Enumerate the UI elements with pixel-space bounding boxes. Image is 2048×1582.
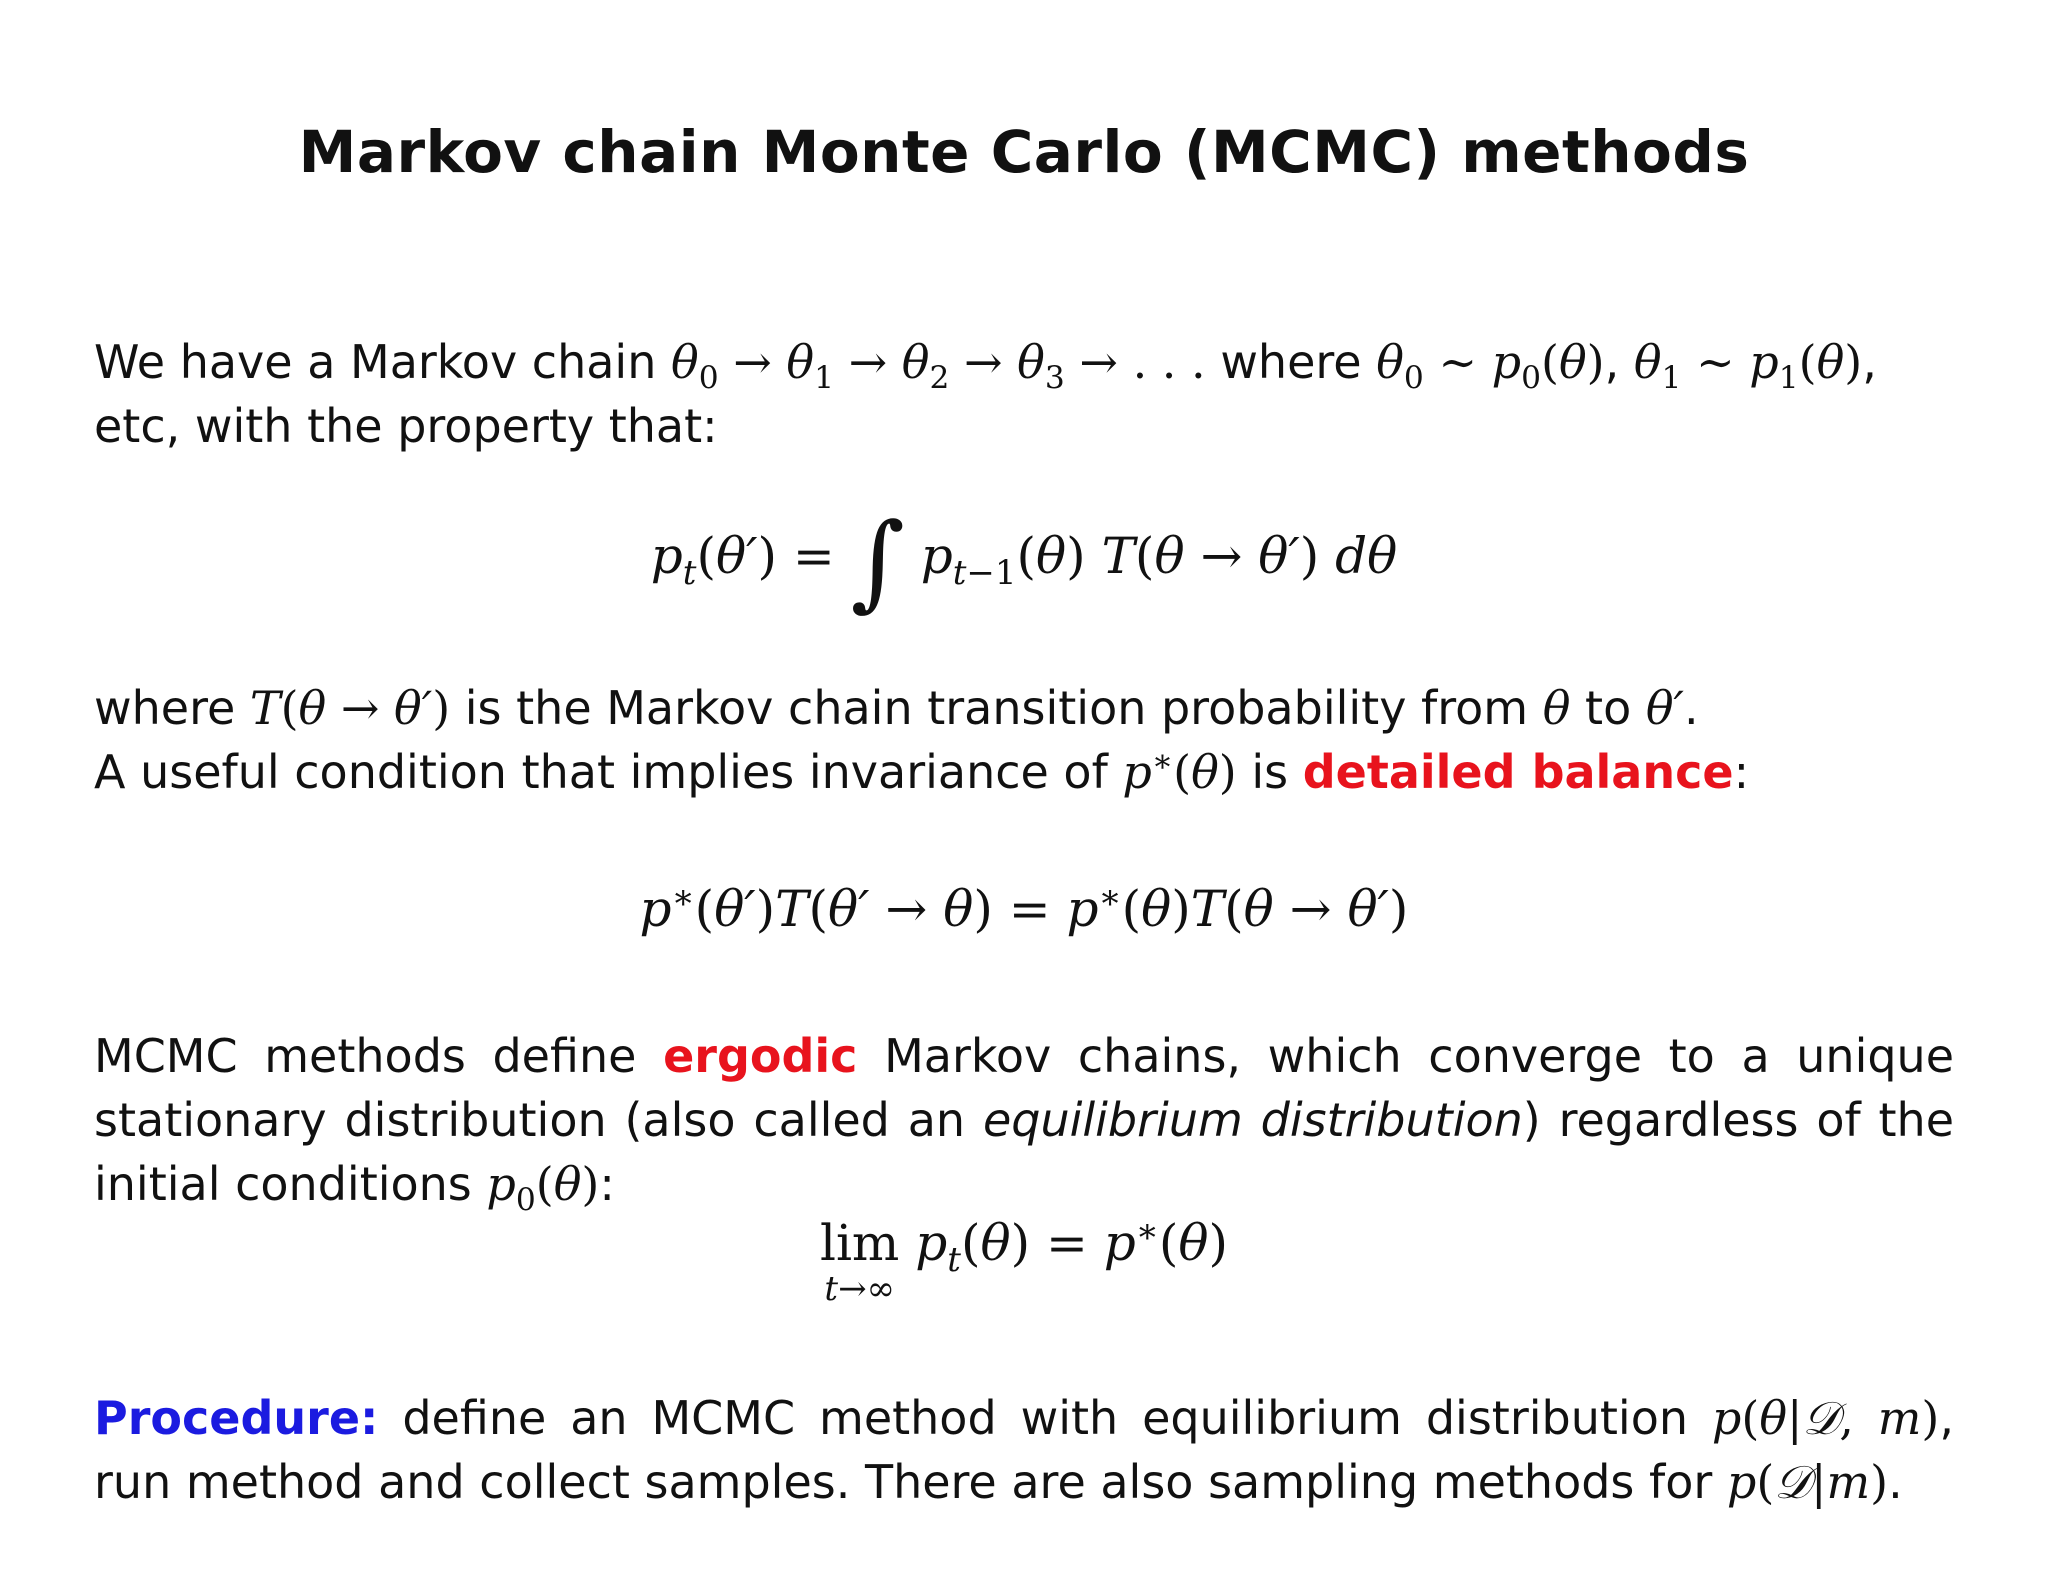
intro-text-3: etc, with the property that: — [94, 399, 718, 453]
balance-paragraph: where T(θ → θ′) is the Markov chain transition probability from θ to θ′. A useful condition that implies invariance of p∗(θ) is detailed balance: — [94, 681, 1750, 799]
ergodic-text-2: Markov chains, which converge to a unique stationary distribution (also called an — [94, 1029, 1955, 1147]
distribution-formula: $\theta_0$ ∼ $p_0(\theta)$ — [1376, 335, 1605, 397]
posterior-symbol: p(θ|𝒟, m) — [1711, 1391, 1940, 1445]
page-title: Markov chain Monte Carlo (MCMC) methods — [298, 118, 1750, 186]
transition-equation: $p_t(\theta')$ = ∫ $p_{t-1}(\theta) T(\theta \to \theta')$ dθ — [650, 500, 1398, 622]
procedure-text-1: define an MCMC method with equilibrium distribution — [402, 1391, 1688, 1445]
equilibrium-term: equilibrium distribution — [982, 1093, 1523, 1147]
p0-symbol: $p_0(\theta)$ — [486, 1157, 600, 1219]
theta-prime-symbol: θ′ — [1645, 681, 1684, 735]
detailed-balance-term: detailed balance — [1302, 745, 1734, 799]
detailed-balance-equation: p∗(θ′)T(θ′ → θ) = p∗(θ)T(θ → θ′) — [639, 877, 1409, 938]
intro-paragraph: We have a Markov chain $\theta_0 \to \theta_1 \to \theta_2 \to \theta_3$ → . . . where $\theta_0$ ∼ $p_0(\theta)$, $\theta_1$ ∼ $p_1(\theta)$, etc, with the property that: — [94, 335, 1877, 453]
limit-equation: lim t→∞ $p_t(\theta) = p^∗(\theta)$ — [819, 1211, 1229, 1309]
procedure-label: Procedure: — [94, 1391, 379, 1445]
balance-text-3: to — [1585, 681, 1632, 735]
ergodic-text-3: ) regardless of the initial conditions — [94, 1093, 1955, 1211]
intro-text-1: We have a Markov chain — [94, 335, 657, 389]
intro-text-2: where — [1220, 335, 1362, 389]
balance-text-6: : — [1733, 745, 1750, 799]
ergodic-text-1: MCMC methods define — [94, 1029, 637, 1083]
transition-symbol: T(θ → θ′) — [249, 681, 451, 735]
procedure-text-2: , run method and collect samples. There are also sampling methods for — [94, 1391, 1954, 1509]
pstar-symbol: p∗(θ) — [1122, 743, 1237, 799]
evidence-symbol: p(𝒟|m) — [1726, 1455, 1889, 1509]
procedure-paragraph: Procedure: define an MCMC method with equilibrium distribution p(θ|𝒟, m), run method and collect samples. There are also sampling methods for p(𝒟|m). — [94, 1391, 1954, 1509]
balance-text-4: A useful condition that implies invariance of — [94, 745, 1108, 799]
balance-text-2: is the Markov chain transition probability from — [464, 681, 1529, 735]
limit-operator: lim t→∞ — [819, 1214, 900, 1309]
ergodic-paragraph: MCMC methods define ergodic Markov chains, which converge to a unique stationary distribution (also called an equilibrium distribution) regardless of the initial conditions $p_0(\theta)$: — [94, 1029, 1955, 1219]
chain-formula: $\theta_0 \to \theta_1 \to \theta_2 \to \theta_3$ → . . . — [670, 335, 1206, 397]
balance-text-1: where — [94, 681, 236, 735]
theta-symbol: θ — [1542, 681, 1571, 735]
distribution-formula-2: $\theta_1$ ∼ $p_1(\theta)$ — [1633, 335, 1863, 397]
ergodic-term: ergodic — [663, 1029, 858, 1083]
balance-text-5: is — [1251, 745, 1289, 799]
